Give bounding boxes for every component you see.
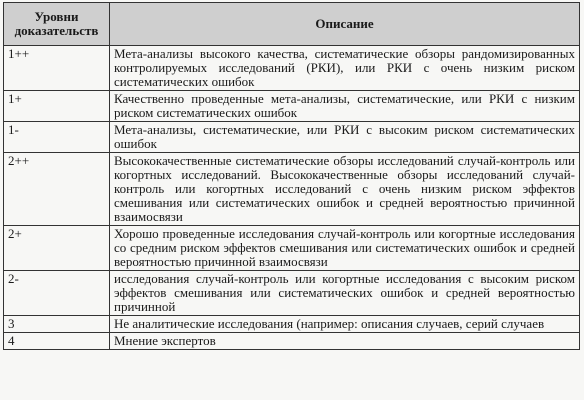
header-description: Описание [110,3,580,46]
description-cell: Качественно проведенные мета-анализы, систематические, или РКИ с низким риском систематических ошибок [110,91,580,122]
description-cell: Высококачественные систематические обзоры исследований случай-контроль или когортных исследований. Высококачественные обзоры исследований случай-контроль или когортных исследований с очень низким риском эффектов смешивания или систематических ошибок и средней вероятностью причинной взаимосвязи [110,153,580,226]
description-cell: Мета-анализы высокого качества, систематические обзоры рандомизированных контролируемых исследований (РКИ), или РКИ с очень низким риском систематических ошибок [110,46,580,91]
evidence-levels-table [3,2,580,350]
description-cell: Мнение экспертов [110,333,580,350]
evidence-level-cell: 1+ [4,91,110,122]
table-row [4,153,580,226]
evidence-level-cell: 3 [4,316,110,333]
table-row [4,316,580,333]
evidence-level-cell: 2++ [4,153,110,226]
table-row [4,333,580,350]
table-row [4,46,580,91]
description-cell: Не аналитические исследования (например: описания случаев, серий случаев [110,316,580,333]
table-row [4,122,580,153]
evidence-level-cell: 1- [4,122,110,153]
description-cell: Хорошо проведенные исследования случай-контроль или когортные исследования со средним риском эффектов смешивания или систематических ошибок и средней вероятностью причинной взаимосвязи [110,226,580,271]
table-row [4,226,580,271]
evidence-level-cell: 2- [4,271,110,316]
table-header-row [4,3,580,46]
evidence-level-cell: 4 [4,333,110,350]
description-cell: Мета-анализы, систематические, или РКИ с высоким риском систематических ошибок [110,122,580,153]
header-evidence-level: Уровни доказательств [4,3,110,46]
evidence-level-cell: 1++ [4,46,110,91]
table-row [4,271,580,316]
table-row [4,91,580,122]
evidence-level-cell: 2+ [4,226,110,271]
description-cell: исследования случай-контроль или когортные исследования с высоким риском эффектов смешивания или систематических ошибок и средней вероятностью причинной [110,271,580,316]
